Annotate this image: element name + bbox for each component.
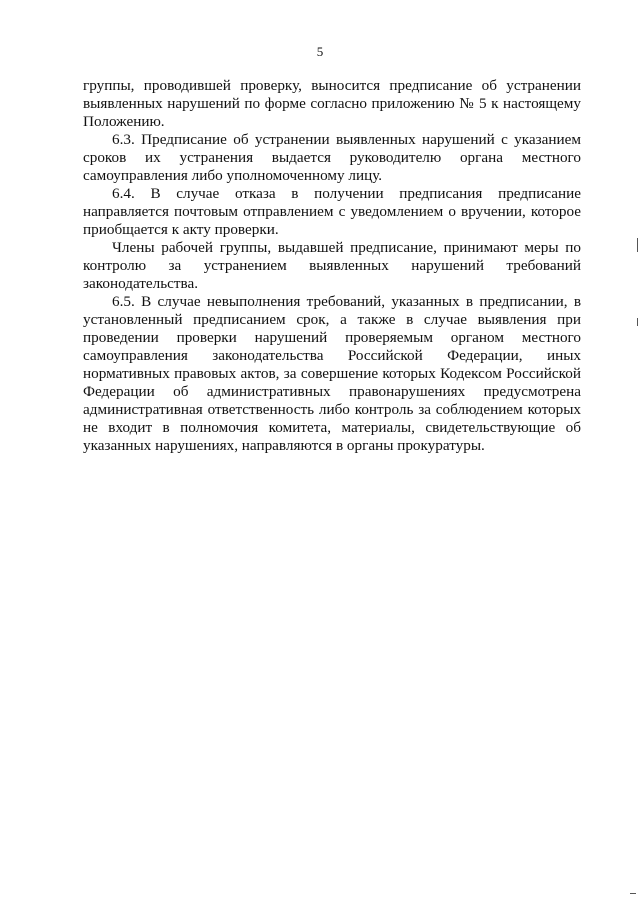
scan-edge-mark — [637, 318, 638, 326]
paragraph-working-group: Члены рабочей группы, выдавшей предписание, принимают меры по контролю за устранением выявленных нарушений требований законодательства. — [83, 239, 581, 292]
scan-edge-mark — [637, 238, 638, 252]
paragraph-6-5: 6.5. В случае невыполнения требований, указанных в предписании, в установленный предписанием срок, а также в случае выявления при проведении проверки нарушений проверяемым органом местного самоуправления законодательства Российской Федерации, иных нормативных правовых актов, за совершение которых Кодексом Российской Федерации об административных правонарушениях предусмотрена административная ответственность либо контроль за соблюдением которых не входит в полномочия комитета, материалы, свидетельствующие об указанных нарушениях, направляются в органы прокуратуры. — [83, 293, 581, 454]
scan-edge-mark — [630, 893, 636, 894]
paragraph-continuation: группы, проводившей проверку, выносится предписание об устранении выявленных нарушений по форме согласно приложению № 5 к настоящему Положению. — [83, 77, 581, 130]
paragraph-6-4: 6.4. В случае отказа в получении предписания предписание направляется почтовым отправлением с уведомлением о вручении, которое приобщается к акту проверки. — [83, 185, 581, 238]
paragraph-6-3: 6.3. Предписание об устранении выявленных нарушений с указанием сроков их устранения выдается руководителю органа местного самоуправления либо уполномоченному лицу. — [83, 131, 581, 184]
page-number: 5 — [316, 44, 324, 59]
document-body — [83, 77, 581, 455]
